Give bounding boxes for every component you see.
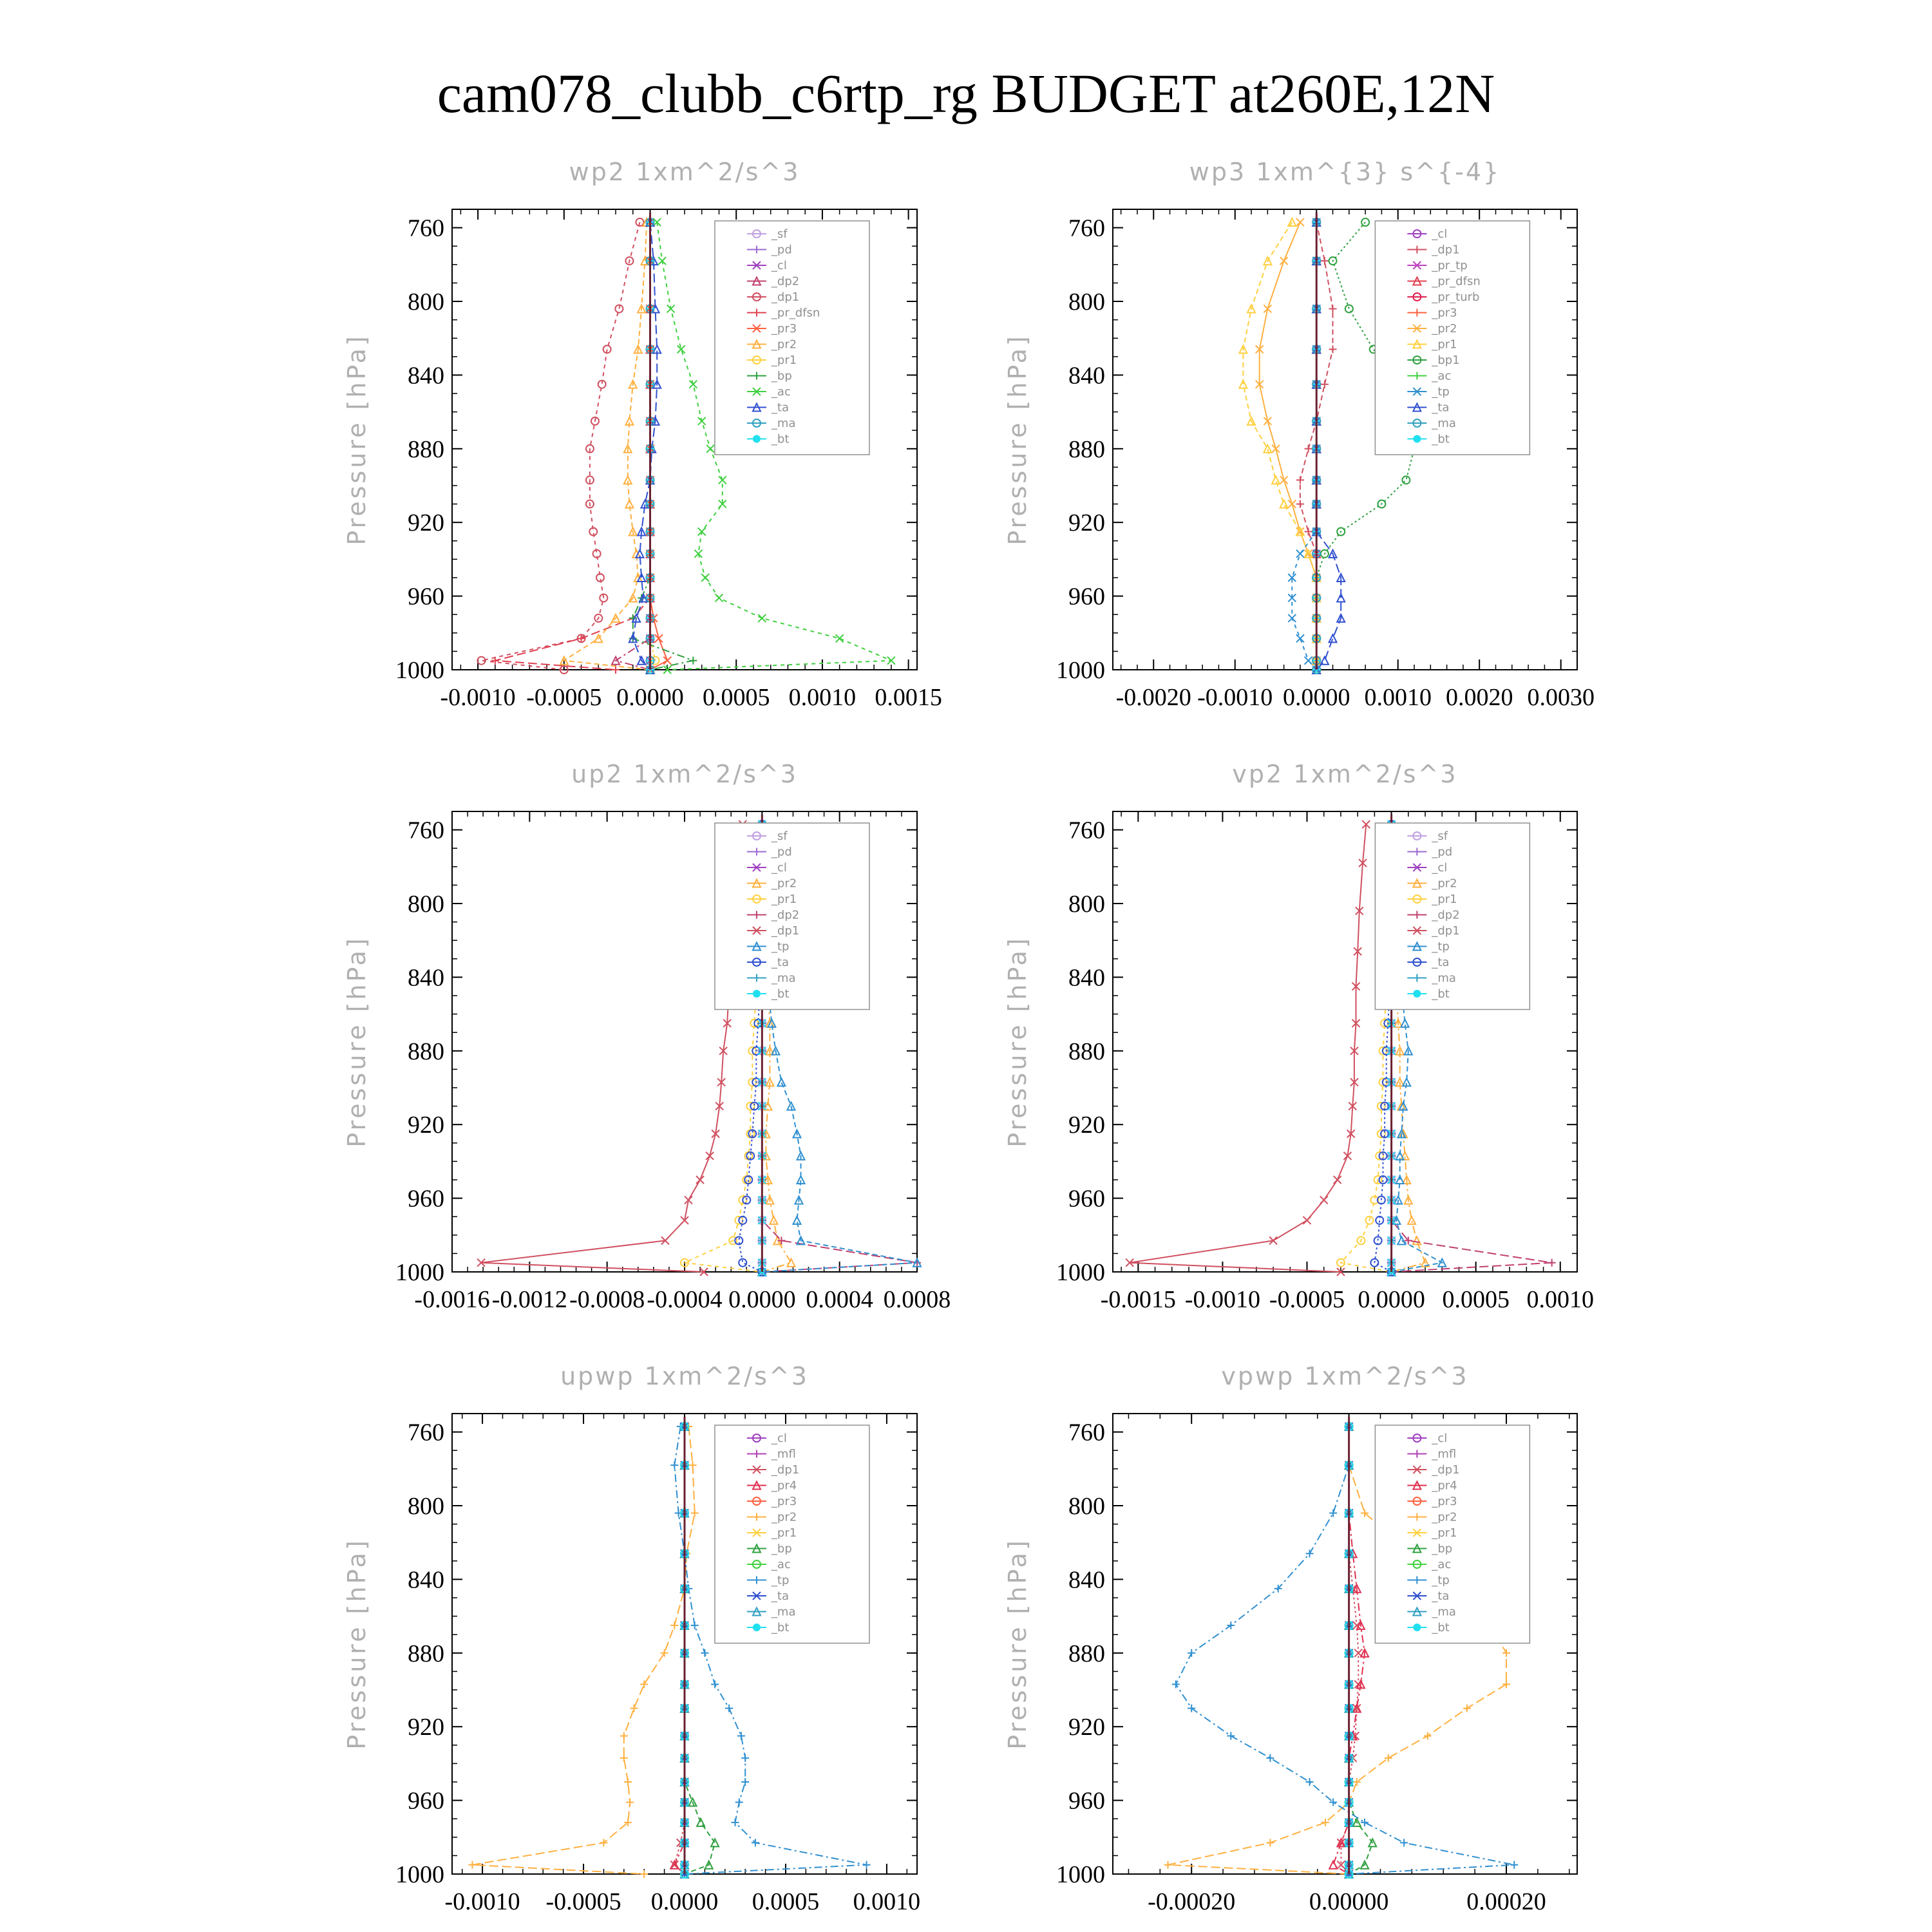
chart-panel-3 xyxy=(343,760,951,1313)
legend-label: _bp1 xyxy=(1432,354,1460,367)
data-point xyxy=(1424,1732,1432,1740)
data-point xyxy=(715,594,723,601)
legend-label: _cl xyxy=(1432,227,1448,241)
y-tick-label: 760 xyxy=(1068,1419,1105,1446)
data-point xyxy=(1321,657,1329,665)
legend-label: _pr2 xyxy=(771,876,797,891)
series-pr2 xyxy=(468,1423,698,1878)
data-point xyxy=(741,1778,749,1786)
data-point xyxy=(691,1509,699,1517)
data-point xyxy=(1305,445,1312,453)
y-tick-label: 1000 xyxy=(1056,1259,1105,1286)
data-point xyxy=(1502,1680,1510,1688)
legend-label: _bt xyxy=(1432,1621,1450,1634)
data-point xyxy=(655,634,663,642)
data-point xyxy=(1329,1861,1337,1869)
data-point xyxy=(1329,345,1337,353)
legend-label: _dp1 xyxy=(1432,1463,1460,1477)
panel-title: up2 1xm^2/s^3 xyxy=(571,760,798,788)
data-point xyxy=(1280,500,1288,508)
legend-label: _cl xyxy=(1432,1432,1448,1445)
x-tick-label: -0.0010 xyxy=(1197,684,1273,711)
legend-label: _ma xyxy=(1432,1605,1456,1619)
data-point xyxy=(1413,1236,1421,1244)
series-dp1 xyxy=(1126,820,1370,1276)
y-tick-label: 960 xyxy=(408,1787,444,1815)
data-point xyxy=(1548,1259,1556,1267)
x-tick-label: 0.0010 xyxy=(853,1888,921,1915)
legend-label: _bp xyxy=(771,369,792,383)
x-tick-label: 0.0010 xyxy=(1364,684,1432,711)
legend-label: _bt xyxy=(771,432,790,446)
data-point xyxy=(1329,634,1337,642)
series-dp1 xyxy=(477,820,746,1276)
data-point xyxy=(1288,500,1296,508)
data-point xyxy=(670,1622,678,1629)
y-tick-label: 840 xyxy=(408,964,444,992)
x-tick-label: 0.0005 xyxy=(752,1888,820,1915)
y-tick-label: 800 xyxy=(408,891,444,918)
legend-marker xyxy=(1413,435,1421,443)
legend-label: _pd xyxy=(771,243,792,257)
data-point xyxy=(737,1732,745,1740)
legend-label: _pr1 xyxy=(1432,893,1457,906)
legend-label: _bt xyxy=(771,987,790,1001)
series-line xyxy=(1243,222,1316,670)
data-point xyxy=(1400,1839,1408,1846)
legend-label: _ac xyxy=(771,385,791,399)
y-tick-label: 960 xyxy=(408,1185,444,1213)
data-point xyxy=(689,657,697,665)
data-point xyxy=(725,1705,733,1712)
x-tick-label: 0.0010 xyxy=(1526,1286,1595,1313)
data-point xyxy=(741,1754,749,1762)
panel-title: vp2 1xm^2/s^3 xyxy=(1232,760,1458,788)
series-line xyxy=(564,222,650,670)
y-axis-label: Pressure [hPa] xyxy=(1003,1538,1032,1750)
series-line xyxy=(482,222,640,670)
data-point xyxy=(1463,1705,1471,1712)
data-point xyxy=(1296,634,1304,642)
x-tick-label: -0.0020 xyxy=(1115,684,1191,711)
y-tick-label: 840 xyxy=(408,1566,444,1594)
legend-label: _ma xyxy=(1432,971,1456,985)
data-point xyxy=(1264,445,1271,453)
x-tick-label: -0.0015 xyxy=(1100,1286,1176,1313)
series-pr2 xyxy=(560,218,654,674)
data-point xyxy=(706,445,714,453)
y-axis-label: Pressure [hPa] xyxy=(1003,334,1032,545)
panel-title: wp3 1xm^{3} s^{-4} xyxy=(1189,158,1501,186)
data-point xyxy=(711,1680,719,1688)
legend-label: _pr3 xyxy=(1432,1495,1457,1508)
legend-label: _tp xyxy=(1432,385,1450,399)
y-axis-label: Pressure [hPa] xyxy=(343,334,371,545)
x-tick-label: 0.0000 xyxy=(728,1286,796,1313)
legend-label: _pr2 xyxy=(1432,1510,1457,1524)
series-line xyxy=(674,1426,685,1874)
data-point xyxy=(752,1839,759,1846)
legend-label: _tp xyxy=(1432,940,1450,954)
data-point xyxy=(1397,1236,1405,1244)
y-tick-label: 1000 xyxy=(395,1259,444,1286)
legend-label: _pr1 xyxy=(1432,1526,1457,1540)
data-point xyxy=(626,1798,634,1806)
legend-marker xyxy=(753,1624,761,1631)
data-point xyxy=(630,1705,638,1712)
legend-label: _mfl xyxy=(1432,1447,1457,1461)
data-point xyxy=(1305,528,1312,536)
panel-title: vpwp 1xm^2/s^3 xyxy=(1221,1362,1469,1390)
x-tick-label: -0.00020 xyxy=(1148,1888,1236,1915)
x-tick-label: 0.00000 xyxy=(1309,1888,1389,1915)
data-point xyxy=(1321,257,1329,265)
x-tick-label: 0.0030 xyxy=(1527,684,1595,711)
data-point xyxy=(1334,1176,1341,1184)
legend-label: _pr1 xyxy=(1432,337,1457,352)
data-point xyxy=(1296,476,1304,484)
legend-label: _pd xyxy=(771,845,792,859)
data-point xyxy=(1329,305,1337,312)
data-point xyxy=(697,1819,705,1826)
y-tick-label: 800 xyxy=(1068,1493,1105,1520)
legend-label: _tp xyxy=(1432,1573,1450,1587)
chart-panel-4 xyxy=(1003,760,1594,1313)
legend-label: _ac xyxy=(771,1558,791,1571)
legend-label: _pr2 xyxy=(771,1510,797,1524)
x-tick-label: 0.0000 xyxy=(650,1888,719,1915)
x-tick-label: -0.0005 xyxy=(526,684,602,711)
data-point xyxy=(689,1461,697,1469)
data-point xyxy=(1172,1680,1180,1688)
panel-title: upwp 1xm^2/s^3 xyxy=(560,1362,809,1390)
y-tick-label: 760 xyxy=(1068,214,1105,242)
series-line xyxy=(472,1426,694,1874)
data-point xyxy=(1306,1778,1314,1786)
y-tick-label: 960 xyxy=(1068,1185,1105,1213)
data-point xyxy=(694,550,702,558)
data-point xyxy=(731,1819,739,1826)
series-pr_dfsn xyxy=(491,218,654,674)
y-tick-label: 800 xyxy=(1068,289,1105,316)
y-tick-label: 880 xyxy=(408,1640,444,1667)
legend-label: _ma xyxy=(771,1605,796,1619)
y-tick-label: 880 xyxy=(408,1037,444,1065)
x-tick-label: 0.0005 xyxy=(1442,1286,1510,1313)
legend-label: _bp xyxy=(1432,1542,1453,1556)
legend-label: _ma xyxy=(771,971,796,985)
series-ta xyxy=(629,218,661,674)
data-point xyxy=(677,345,685,353)
legend-label: _dp2 xyxy=(1432,908,1460,922)
legend-label: _pr_dfsn xyxy=(1432,274,1481,289)
x-tick-label: 0.0000 xyxy=(1358,1286,1425,1313)
data-point xyxy=(620,1732,628,1740)
legend-label: _sf xyxy=(771,227,788,241)
panel-title: wp2 1xm^2/s^3 xyxy=(569,158,800,186)
data-point xyxy=(1402,476,1410,484)
y-tick-label: 1000 xyxy=(395,657,444,684)
y-tick-label: 760 xyxy=(1068,817,1105,844)
y-tick-label: 920 xyxy=(1068,1714,1105,1741)
legend-label: _ma xyxy=(771,417,796,430)
x-tick-label: -0.0010 xyxy=(440,684,516,711)
legend-label: _pr2 xyxy=(1432,322,1457,336)
legend-label: _pr2 xyxy=(771,337,797,352)
data-point xyxy=(770,1217,777,1224)
data-point xyxy=(735,1798,743,1806)
y-tick-label: 800 xyxy=(408,1493,444,1520)
x-tick-label: 0.0015 xyxy=(875,684,942,711)
legend-label: _cl xyxy=(771,259,787,272)
y-tick-label: 840 xyxy=(1068,362,1105,390)
data-point xyxy=(701,574,709,582)
legend-marker xyxy=(1413,1624,1421,1631)
legend-label: _dp1 xyxy=(1432,924,1460,938)
data-point xyxy=(1164,1861,1172,1869)
y-axis-label: Pressure [hPa] xyxy=(1003,936,1032,1148)
data-point xyxy=(620,1754,628,1762)
y-tick-label: 920 xyxy=(408,1112,444,1139)
legend-label: _bt xyxy=(1432,432,1450,446)
y-tick-label: 960 xyxy=(1068,583,1105,611)
data-point xyxy=(1266,1839,1274,1846)
x-tick-label: 0.0004 xyxy=(806,1286,873,1313)
data-point xyxy=(863,1861,871,1869)
data-point xyxy=(758,614,766,622)
data-point xyxy=(701,1649,708,1657)
x-tick-label: -0.0005 xyxy=(545,1888,621,1915)
legend-label: _bt xyxy=(771,1621,790,1634)
data-point xyxy=(1227,1732,1235,1740)
y-tick-label: 960 xyxy=(1068,1787,1105,1815)
y-tick-label: 760 xyxy=(408,1419,444,1446)
legend-label: _pr4 xyxy=(771,1479,797,1493)
legend-label: _pr1 xyxy=(771,893,797,906)
chart-panel-5 xyxy=(343,1362,920,1915)
x-tick-label: 0.00020 xyxy=(1466,1888,1546,1915)
legend-label: _sf xyxy=(771,829,788,843)
y-tick-label: 920 xyxy=(1068,1112,1105,1139)
series-line xyxy=(1130,824,1366,1272)
data-point xyxy=(777,1078,785,1086)
data-point xyxy=(706,1152,714,1160)
legend-label: _pr2 xyxy=(1432,876,1457,891)
x-tick-label: -0.0016 xyxy=(414,1286,490,1313)
legend-label: _sf xyxy=(1432,829,1448,843)
data-point xyxy=(1305,657,1312,665)
legend-label: _ta xyxy=(771,401,790,415)
data-point xyxy=(887,657,895,665)
legend-label: _pr4 xyxy=(1432,1479,1457,1493)
data-point xyxy=(1272,445,1280,453)
data-point xyxy=(689,381,697,388)
data-point xyxy=(1280,257,1288,265)
legend-label: _pr3 xyxy=(1432,306,1457,320)
y-tick-label: 1000 xyxy=(1056,657,1105,684)
chart-panel-6 xyxy=(1003,1362,1577,1915)
data-point xyxy=(640,1870,648,1878)
legend-label: _ma xyxy=(1432,417,1456,430)
series-line xyxy=(685,1426,715,1874)
data-point xyxy=(719,476,726,484)
x-tick-label: -0.0004 xyxy=(647,1286,723,1313)
data-point xyxy=(663,657,671,665)
x-tick-label: -0.0005 xyxy=(1269,1286,1345,1313)
x-tick-label: -0.0010 xyxy=(444,1888,520,1915)
data-point xyxy=(1320,1196,1328,1204)
data-point xyxy=(691,1622,699,1629)
data-point xyxy=(468,1861,476,1869)
y-tick-label: 1000 xyxy=(395,1861,444,1888)
data-point xyxy=(1321,381,1329,388)
series-line xyxy=(674,1426,685,1874)
y-tick-label: 880 xyxy=(1068,1037,1105,1065)
data-point xyxy=(1296,218,1304,226)
legend-label: _tp xyxy=(771,940,790,954)
x-tick-label: -0.0008 xyxy=(569,1286,645,1313)
legend-label: _pr_dfsn xyxy=(771,306,820,320)
data-point xyxy=(1272,476,1280,484)
legend-label: _ac xyxy=(1432,369,1452,383)
y-tick-label: 880 xyxy=(1068,1640,1105,1667)
x-tick-label: -0.0012 xyxy=(491,1286,567,1313)
y-tick-label: 840 xyxy=(1068,964,1105,992)
legend-label: _ta xyxy=(771,956,790,969)
y-tick-label: 880 xyxy=(1068,435,1105,463)
legend-label: _ta xyxy=(771,1589,790,1603)
legend-label: _cl xyxy=(771,1432,787,1445)
data-point xyxy=(1345,305,1353,312)
data-point xyxy=(1510,1861,1518,1869)
series-dp1 xyxy=(477,218,643,674)
series-line xyxy=(616,222,650,670)
y-tick-label: 840 xyxy=(1068,1566,1105,1594)
y-tick-label: 920 xyxy=(408,509,444,537)
legend-label: _dp2 xyxy=(771,274,800,289)
data-point xyxy=(1188,1705,1195,1712)
y-tick-label: 840 xyxy=(408,362,444,390)
legend-label: _pr3 xyxy=(771,322,797,336)
y-tick-label: 760 xyxy=(408,817,444,844)
y-tick-label: 1000 xyxy=(1056,1861,1105,1888)
x-tick-label: 0.0005 xyxy=(702,684,770,711)
legend-label: _dp1 xyxy=(771,290,800,304)
data-point xyxy=(696,1176,704,1184)
data-point xyxy=(836,634,844,642)
legend-label: _dp1 xyxy=(1432,243,1460,257)
legend-marker xyxy=(753,990,761,998)
legend-label: _dp1 xyxy=(771,924,800,938)
data-point xyxy=(624,1778,632,1786)
x-tick-label: 0.0020 xyxy=(1445,684,1513,711)
legend-label: _pr1 xyxy=(771,1526,797,1540)
data-point xyxy=(787,1259,795,1267)
data-point xyxy=(612,666,620,674)
legend-label: _pr1 xyxy=(771,354,797,367)
page-title: cam078_clubb_c6rtp_rg BUDGET at260E,12N xyxy=(437,62,1495,124)
y-tick-label: 760 xyxy=(408,214,444,242)
data-point xyxy=(670,1461,678,1469)
y-tick-label: 800 xyxy=(408,289,444,316)
legend-marker xyxy=(1413,990,1421,998)
data-point xyxy=(1502,1649,1510,1657)
data-point xyxy=(1188,1649,1195,1657)
y-tick-label: 800 xyxy=(1068,891,1105,918)
series-bp xyxy=(629,218,697,674)
x-tick-label: 0.0010 xyxy=(788,684,857,711)
legend-label: _dp1 xyxy=(771,1463,800,1477)
y-tick-label: 920 xyxy=(408,1714,444,1741)
data-point xyxy=(1227,1622,1235,1629)
legend-label: _ta xyxy=(1432,956,1450,969)
data-point xyxy=(1266,1754,1274,1762)
legend-marker xyxy=(753,435,761,443)
legend-label: _pr_tp xyxy=(1432,259,1468,272)
data-point xyxy=(640,1680,648,1688)
data-point xyxy=(1296,550,1304,558)
y-tick-label: 960 xyxy=(408,583,444,611)
data-point xyxy=(1288,614,1296,622)
y-axis-label: Pressure [hPa] xyxy=(343,936,371,1148)
y-tick-label: 920 xyxy=(1068,509,1105,537)
legend-label: _cl xyxy=(771,861,787,875)
data-point xyxy=(1280,476,1288,484)
x-tick-label: 0.0000 xyxy=(616,684,684,711)
legend-label: _pd xyxy=(1432,845,1453,859)
y-tick-label: 880 xyxy=(408,435,444,463)
data-point xyxy=(711,1839,719,1846)
legend-label: _ta xyxy=(1432,1589,1450,1603)
data-point xyxy=(1296,500,1304,508)
legend-label: _dp2 xyxy=(771,908,800,922)
data-point xyxy=(1329,1509,1337,1517)
legend-label: _cl xyxy=(1432,861,1448,875)
legend-label: _mfl xyxy=(771,1447,796,1461)
legend-label: _pr3 xyxy=(771,1495,797,1508)
data-point xyxy=(1239,381,1247,388)
chart-panel-1 xyxy=(343,158,942,711)
series-line xyxy=(481,824,743,1272)
chart-panel-2 xyxy=(1003,158,1595,711)
legend-label: _ta xyxy=(1432,401,1450,415)
legend-label: _pr_turb xyxy=(1432,290,1480,304)
x-tick-label: 0.0008 xyxy=(883,1286,951,1313)
x-tick-label: 0.0000 xyxy=(1282,684,1350,711)
y-axis-label: Pressure [hPa] xyxy=(343,1538,371,1750)
legend-label: _ac xyxy=(1432,1558,1452,1571)
legend-label: _bp xyxy=(771,1542,792,1556)
x-tick-label: -0.0010 xyxy=(1184,1286,1260,1313)
legend-label: _tp xyxy=(771,1573,790,1587)
data-point xyxy=(661,1649,668,1657)
data-point xyxy=(1361,1819,1368,1826)
data-point xyxy=(1303,1217,1311,1224)
legend-label: _bt xyxy=(1432,987,1450,1001)
data-point xyxy=(1408,1217,1416,1224)
